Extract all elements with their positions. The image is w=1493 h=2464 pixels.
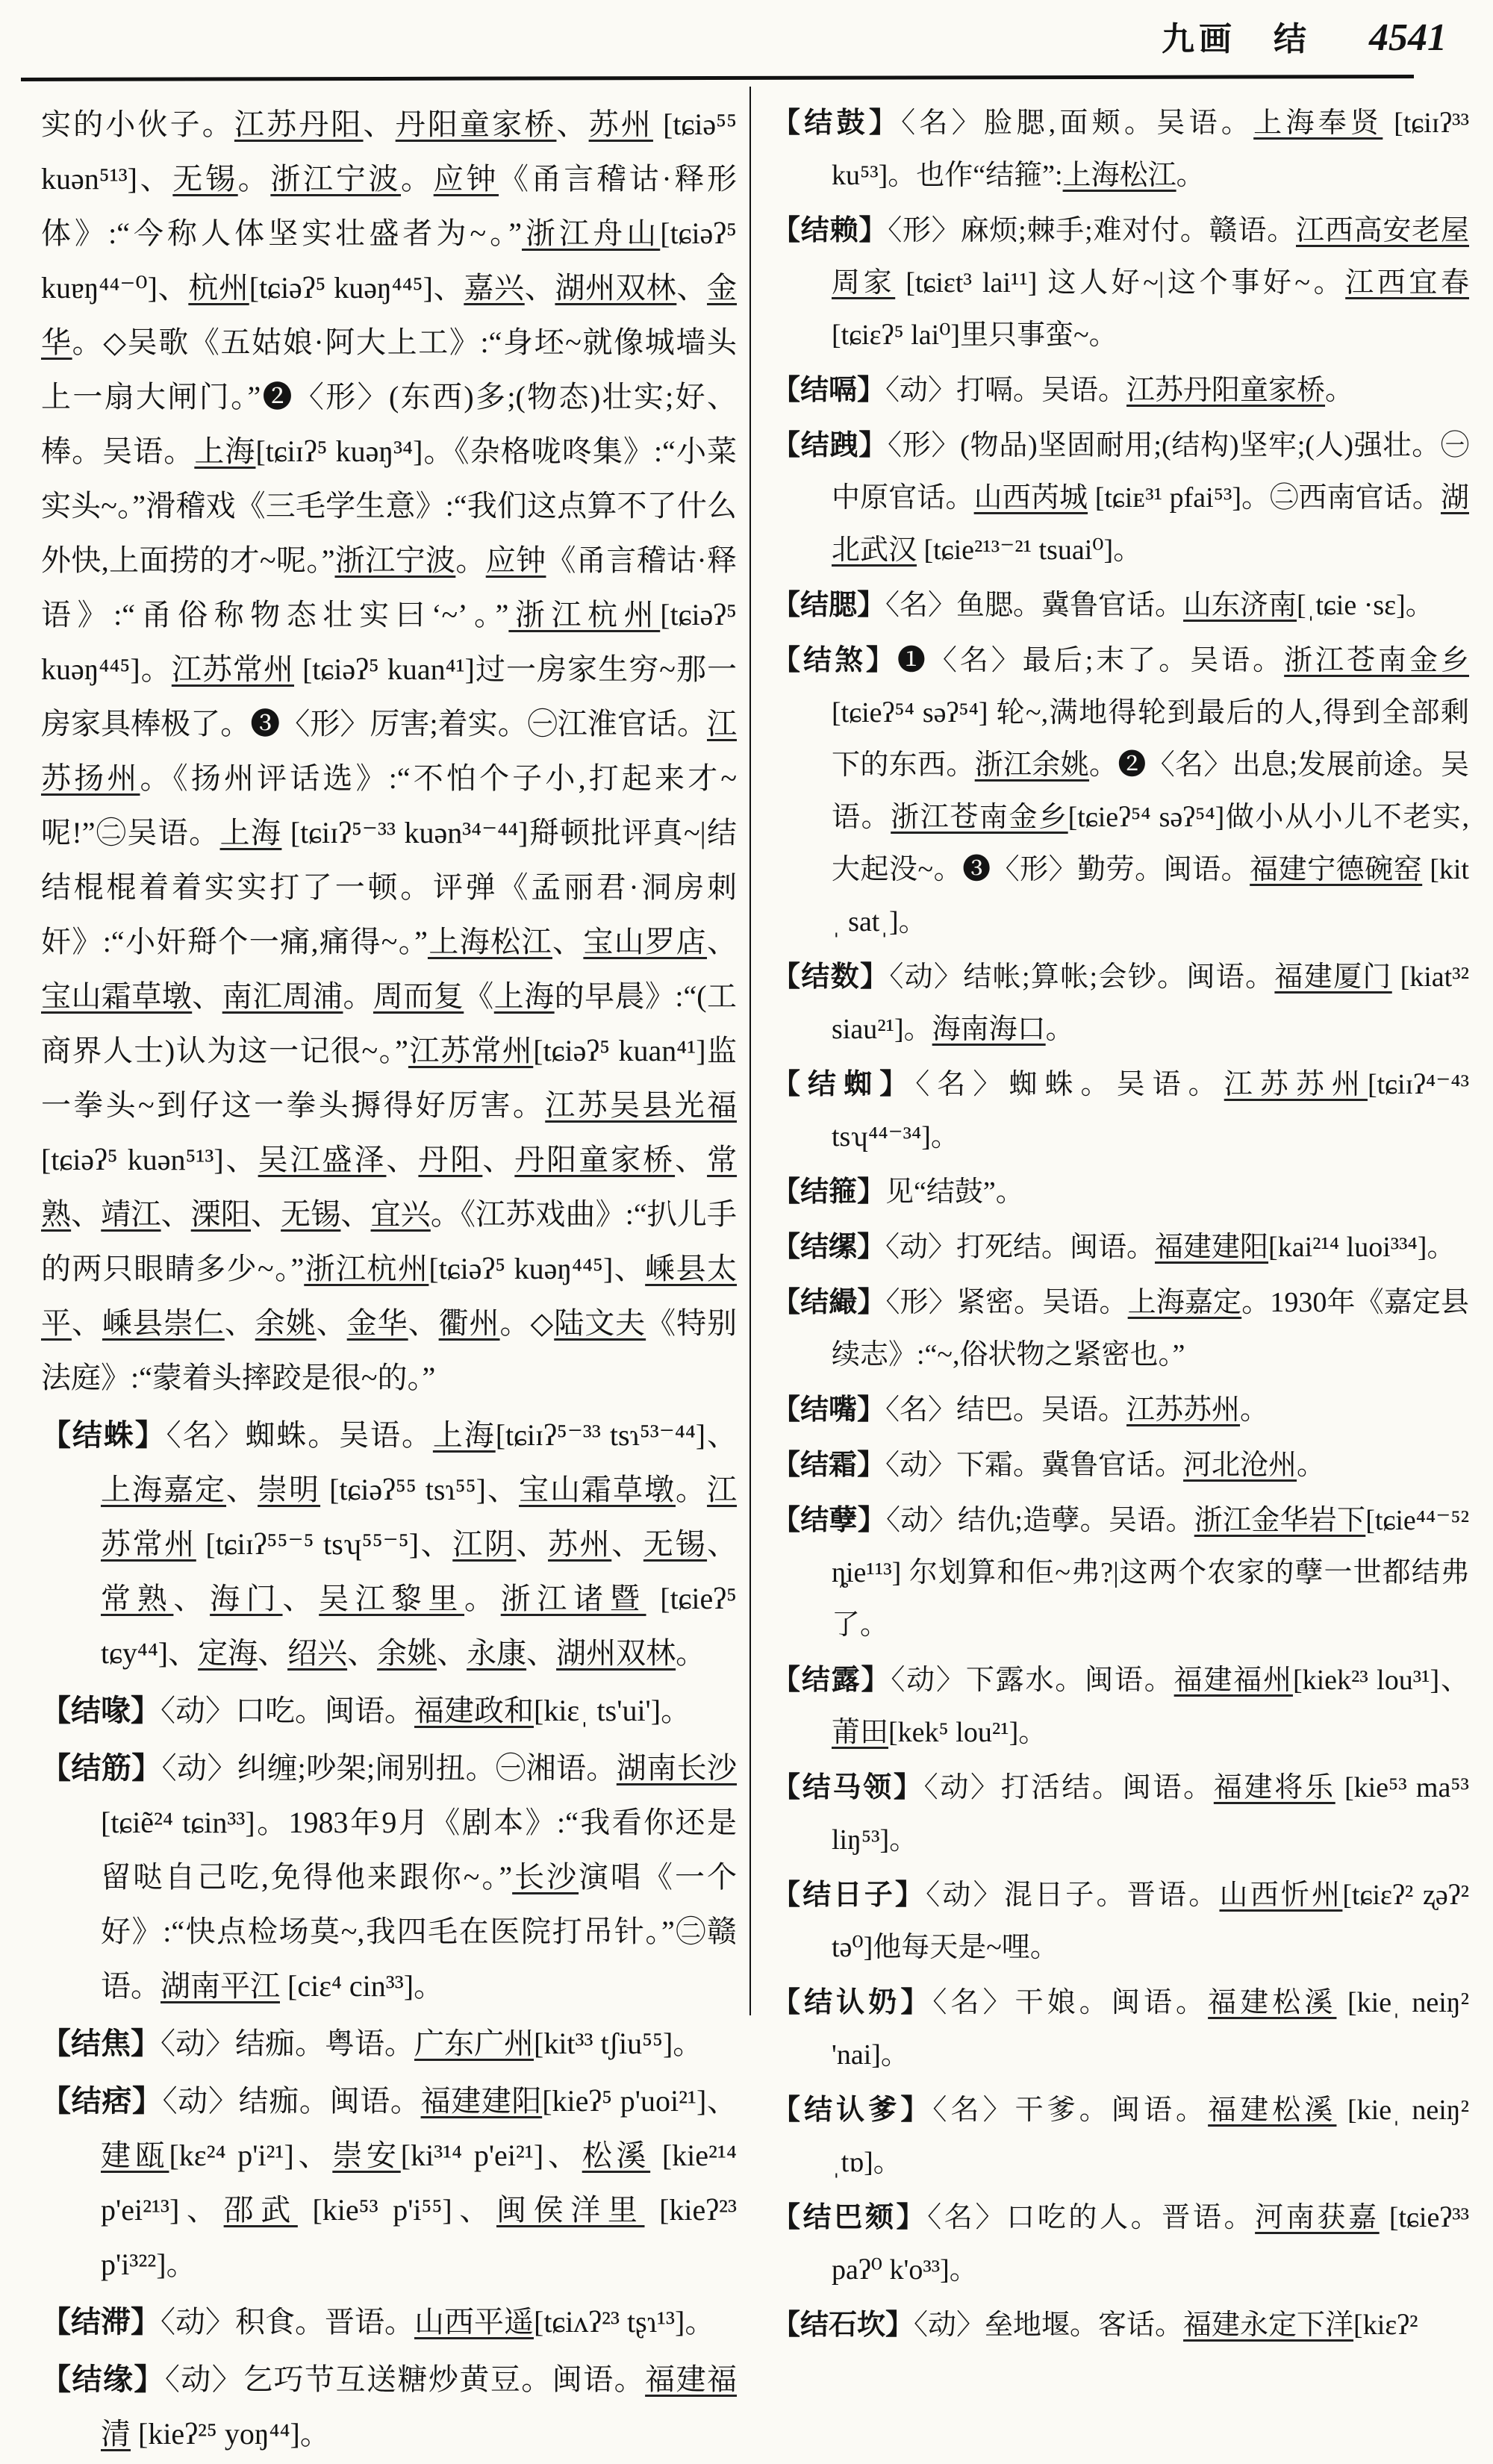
headword: 【结煞】 <box>772 645 897 676</box>
dict-entry <box>772 1166 1469 1218</box>
entry-body: 〈名〉蜘蛛。吴语。上海[tɕiɪʔ⁵⁻³³ tsɿ⁵³⁻⁴⁴]、上海嘉定、崇明 [tɕiəʔ⁵⁵ tsɿ⁵⁵]、宝山霜草墩。江苏常州 [tɕiɪʔ⁵⁵⁻⁵ tsʮ⁵⁵⁻⁵]、江阴、苏州、无锡、常熟、海门、吴江黎里。浙江诸暨 [tɕieʔ⁵ tɕy⁴⁴]、定海、绍兴、余姚、永康、湖州双林。 <box>101 1418 738 1670</box>
entry-body: 〈名〉干娘。闽语。福建松溪 [kieˌ neiŋ² 'nai]。 <box>832 1987 1469 2071</box>
column-divider <box>749 87 751 2015</box>
dict-entry <box>772 1654 1469 1759</box>
headword: 【结日子】 <box>772 1880 926 1911</box>
headword: 【结赖】 <box>772 215 888 246</box>
dict-entry <box>41 2352 737 2461</box>
dict-entry <box>772 1762 1469 1866</box>
headword: 【结筋】 <box>41 1751 162 1785</box>
dict-entry <box>772 1221 1469 1273</box>
headword: 【结巴颏】 <box>772 2202 928 2233</box>
headword: 【结认奶】 <box>772 1987 933 2018</box>
headword: 【结鼓】 <box>772 107 902 139</box>
entry-body: 实的小伙子。江苏丹阳、丹阳童家桥、苏州 [tɕiə⁵⁵ kuən⁵¹³]、无锡。浙江宁波。应钟《甬言稽诂·释形体》:“今称人体坚实壮盛者为~。”浙江舟山[tɕiəʔ⁵ kuɐŋ⁴⁴⁻⁰]、杭州[tɕiəʔ⁵ kuəŋ⁴⁴⁵]、嘉兴、湖州双林、金华。◇吴歌《五姑娘·阿大上工》:“身坯~就像城墙头上一扇大闸门。”❷〈形〉(东西)多;(物态)壮实;好、棒。吴语。上海[tɕiɪʔ⁵ kuəŋ³⁴]。《杂格咙咚集》:“小菜实头~。”滑稽戏《三毛学生意》:“我们这点算不了什么外快,上面捞的才~呢。”浙江宁波。应钟《甬言稽诂·释语》:“甬俗称物态壮实曰‘~’。”浙江杭州[tɕiəʔ⁵ kuəŋ⁴⁴⁵]。江苏常州 [tɕiəʔ⁵ kuan⁴¹]过一房家生穷~那一房家具棒极了。❸〈形〉厉害;着实。㊀江淮官话。江苏扬州。《扬州评话选》:“不怕个子小,打起来才~呢!”㊁吴语。上海 [tɕiɪʔ⁵⁻³³ kuən³⁴⁻⁴⁴]搿顿批评真~|结结棍棍着着实实打了一顿。评弹《孟丽君·洞房刺奸》:“小奸搿个一痛,痛得~。”上海松江、宝山罗店、宝山霜草墩、南汇周浦。周而复《上海的早晨》:“(工商界人士)认为这一记很~。”江苏常州[tɕiəʔ⁵ kuan⁴¹]监一拳头~到仔这一拳头搙得好厉害。江苏吴县光福[tɕiəʔ⁵ kuən⁵¹³]、吴江盛泽、丹阳、丹阳童家桥、常熟、靖江、溧阳、无锡、宜兴。《江苏戏曲》:“扒儿手的两只眼睛多少~。”浙江杭州[tɕiəʔ⁵ kuəŋ⁴⁴⁵]、嵊县太平、嵊县崇仁、余姚、金华、衢州。◇陆文夫《特别法庭》:“蒙着头摔跤是很~的。” <box>41 107 738 1394</box>
headword: 【结蜘】 <box>772 1069 916 1100</box>
dict-entry <box>772 364 1469 417</box>
entry-body: 〈形〉麻烦;棘手;难对付。赣语。江西高安老屋周家 [tɕiɛt³ lai¹¹] 这人好~|这个事好~。江西宜春[tɕiɛʔ⁵ lai⁰]里只事蛮~。 <box>832 215 1469 351</box>
dict-entry <box>41 97 737 1405</box>
entry-body: 〈动〉积食。晋语。山西平遥[tɕiʌʔ²³ tʂɿ¹³]。 <box>160 2305 715 2339</box>
entry-body: 〈动〉结痂。闽语。福建建阳[kieʔ⁵ p'uoi²¹]、建瓯[kɛ²⁴ p'i²¹]、崇安[ki³¹⁴ p'ei²¹]、松溪 [kie²¹⁴ p'ei²¹³]、邵武 [kie⁵³ p'i⁵⁵]、闽侯洋里 [kieʔ²³ p'i³²²]。 <box>101 2084 738 2281</box>
dict-entry <box>41 1408 737 1680</box>
headword: 【结霜】 <box>772 1450 886 1481</box>
dict-entry <box>772 1494 1469 1651</box>
headword: 【结跩】 <box>772 430 888 461</box>
entry-body: 〈名〉结巴。吴语。江苏苏州。 <box>885 1394 1269 1426</box>
entry-body: 〈动〉下露水。闽语。福建福州[kiek²³ lou³¹]、莆田[kek⁵ lou²¹]。 <box>832 1665 1469 1748</box>
page-number: 4541 <box>1369 16 1447 59</box>
entry-body: 见“结鼓”。 <box>885 1176 1024 1208</box>
headword: 【结痞】 <box>41 2084 163 2118</box>
headword: 【结石坎】 <box>772 2309 914 2341</box>
dict-entry <box>772 1384 1469 1436</box>
entry-body: 〈形〉(物品)坚固耐用;(结构)坚牢;(人)强壮。㊀中原官话。山西芮城 [tɕiᴇ³¹ pfai⁵³]。㊁西南官话。湖北武汉 [tɕie²¹³⁻²¹ tsuai⁰]。 <box>832 430 1469 566</box>
dict-entry <box>772 1977 1469 2081</box>
headword: 【结缧】 <box>772 1232 886 1263</box>
page-header <box>1162 12 1447 60</box>
entry-body: 〈动〉打活结。闽语。福建将乐 [kie⁵³ ma⁵³ liŋ⁵³]。 <box>832 1772 1469 1856</box>
entry-body: 〈名〉蜘蛛。吴语。江苏苏州[tɕiɪʔ⁴⁻⁴³ tsʮ⁴⁴⁻³⁴]。 <box>832 1069 1469 1153</box>
dict-entry <box>772 1439 1469 1491</box>
entry-body: 〈动〉乞巧节互送糖炒黄豆。闽语。福建福清 [kieʔ²⁵ yoŋ⁴⁴]。 <box>101 2362 738 2451</box>
dict-entry <box>772 1276 1469 1381</box>
entry-body: 〈动〉口吃。闽语。福建政和[kiɛˌ ts'ui']。 <box>160 1694 691 1727</box>
entry-body: 〈形〉紧密。吴语。上海嘉定。1930年《嘉定县续志》:“~,俗状物之紧密也。” <box>832 1287 1469 1370</box>
headword: 【结喙】 <box>41 1694 160 1727</box>
headword: 【结嘴】 <box>772 1394 886 1426</box>
headword: 【结马领】 <box>772 1772 924 1803</box>
headword: 【结缘】 <box>41 2362 165 2396</box>
dict-entry <box>772 579 1469 631</box>
dict-entry <box>41 1683 737 1738</box>
dict-entry <box>772 2299 1469 2351</box>
entry-body: 〈动〉打死结。闽语。福建建阳[kai²¹⁴ luoi³³⁴]。 <box>885 1232 1456 1263</box>
dict-entry <box>772 634 1469 948</box>
header-rule <box>21 75 1414 81</box>
entry-body: 〈名〉口吃的人。晋语。河南获嘉 [tɕieʔ³³ paʔ⁰ k'o³³]。 <box>832 2202 1469 2286</box>
entry-body: 〈动〉结帐;算帐;会钞。闽语。福建厦门 [kiat³² siau²¹]。海南海口。 <box>832 961 1469 1045</box>
headword: 【结露】 <box>772 1665 891 1696</box>
headword: 【结箍】 <box>772 1176 886 1208</box>
entry-body: 〈动〉纠缠;吵架;闹别扭。㊀湘语。湖南长沙[tɕiẽ²⁴ tɕin³³]。1983年9月《剧本》:“我看你还是留哒自己吃,免得他来跟你~。”长沙演唱《一个好》:“快点检场莫~,我四毛在医院打吊针。”㊁赣语。湖南平江 [ciɛ⁴ cin³³]。 <box>101 1751 738 2003</box>
dict-entry <box>772 1058 1469 1163</box>
dict-entry <box>41 2016 737 2071</box>
entry-body: 〈动〉结痂。粤语。广东广州[kit³³ tʃiu⁵⁵]。 <box>160 2027 703 2060</box>
dict-entry <box>41 1741 737 2013</box>
entry-body: 〈动〉结仇;造孽。吴语。浙江金华岩下[tɕie⁴⁴⁻⁵² ȵie¹¹³] 尔划算和佢~弗?|这两个农家的孽一世都结弗了。 <box>832 1505 1469 1641</box>
entry-body: 〈名〉鱼腮。冀鲁官话。山东济南[ˌtɕie ·sɛ]。 <box>885 590 1434 621</box>
entry-body: ❶〈名〉最后;末了。吴语。浙江苍南金乡[tɕieʔ⁵⁴ səʔ⁵⁴] 轮~,满地得轮到最后的人,得到全部剩下的东西。浙江余姚。❷〈名〉出息;发展前途。吴语。浙江苍南金乡[tɕieʔ⁵⁴ səʔ⁵⁴]做小从小儿不老实,大起没~。❸〈形〉勤劳。闽语。福建宁德碗窑 [kitˌ satˌ]。 <box>832 645 1469 938</box>
dict-entry <box>772 2084 1469 2189</box>
dict-entry <box>772 2192 1469 2296</box>
dict-entry <box>41 2295 737 2349</box>
dict-entry <box>772 951 1469 1055</box>
headword: 【结焦】 <box>41 2027 160 2060</box>
dict-entry <box>772 97 1469 202</box>
headword: 【结滞】 <box>41 2305 160 2339</box>
headword: 【结繓】 <box>772 1287 886 1318</box>
entry-body: 〈动〉打嗝。吴语。江苏丹阳童家桥。 <box>885 375 1354 406</box>
entry-body: 〈动〉混日子。晋语。山西忻州[tɕiɛʔ² ʐəʔ² tə⁰]他每天是~哩。 <box>832 1880 1469 1963</box>
headword: 【结数】 <box>772 961 890 993</box>
headword: 【结蛛】 <box>41 1418 166 1452</box>
entry-body: 〈动〉垒地堰。客话。福建永定下洋[kiɛʔ² <box>914 2309 1418 2341</box>
section-title: 九画 结 <box>1162 21 1311 57</box>
headword: 【结孽】 <box>772 1505 887 1536</box>
dict-entry <box>772 205 1469 361</box>
entry-body: 〈名〉脸腮,面颊。吴语。上海奉贤 [tɕiɪʔ³³ ku⁵³]。也作“结箍”:上海松江。 <box>832 107 1469 191</box>
dict-entry <box>772 419 1469 576</box>
headword: 【结嗝】 <box>772 375 886 406</box>
entry-body: 〈名〉干爹。闽语。福建松溪 [kieˌ neiŋ² ˌtɒ]。 <box>832 2095 1469 2178</box>
entry-body: 〈动〉下霜。冀鲁官话。河北沧州。 <box>885 1450 1326 1481</box>
dict-entry <box>41 2074 737 2292</box>
headword: 【结认爹】 <box>772 2095 933 2126</box>
headword: 【结腮】 <box>772 590 886 621</box>
dict-entry <box>772 1869 1469 1974</box>
left-column <box>41 94 737 2464</box>
